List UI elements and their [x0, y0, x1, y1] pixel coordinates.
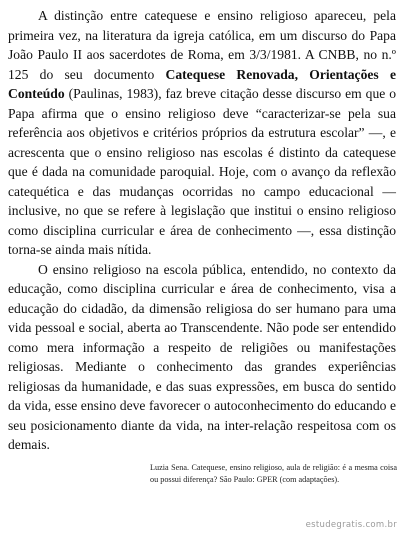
paragraph-1	[8, 6, 396, 260]
paragraph-1-text-b: (Paulinas, 1983), faz breve citação desse discurso em que o Papa afirma que o ensino religioso deve “caracterizar-se pela sua referência aos objetivos e critérios próprios da estrutura escolar” —, e acrescenta que o ensino religioso nas escolas é distinto da catequese que é dada na comunidade paroquial. Hoje, com o avanço da reflexão catequética e das mudanças ocorridas no campo educacional — inclusive, no que se refere à legislação que institui o ensino religioso como disciplina curricular e área de conhecimento —, essa distinção torna-se ainda mais nítida.	[8, 86, 396, 257]
source-citation: Luzia Sena. Catequese, ensino religioso, aula de religião: é a mesma coisa ou possui diferença? São Paulo: GPER (com adaptações).	[150, 463, 397, 484]
text-body	[8, 6, 396, 455]
paragraph-1-text-a: A distinção entre catequese e ensino religioso apareceu, pela primeira vez, na literatura da igreja católica, em um discurso do Papa João Paulo II aos sacerdotes de Roma, em 3/3/1981. A CNBB, no n.º 125 do seu documento	[8, 8, 396, 82]
site-watermark: estudegratis.com.br	[305, 520, 397, 530]
document-title-bold: Catequese Renovada, Orientações e Conteúdo	[8, 66, 396, 101]
paragraph-2: O ensino religioso na escola pública, entendido, no contexto da educação, como disciplina curricular e área de conhecimento, visa a educação do cidadão, da dimensão religiosa do ser humano para uma vida pessoal e social, aberta ao Transcendente. Não pode ser entendido como mera informação a respeito de religiões ou manifestações religiosas. Mediante o conhecimento das grandes experiências religiosas da humanidade, e das suas expressões, em busca do sentido da vida, esse ensino deve favorecer o autoconhecimento do educando e seu posicionamento diante da vida, na inter-relação respeitosa com os demais.	[8, 261, 396, 452]
